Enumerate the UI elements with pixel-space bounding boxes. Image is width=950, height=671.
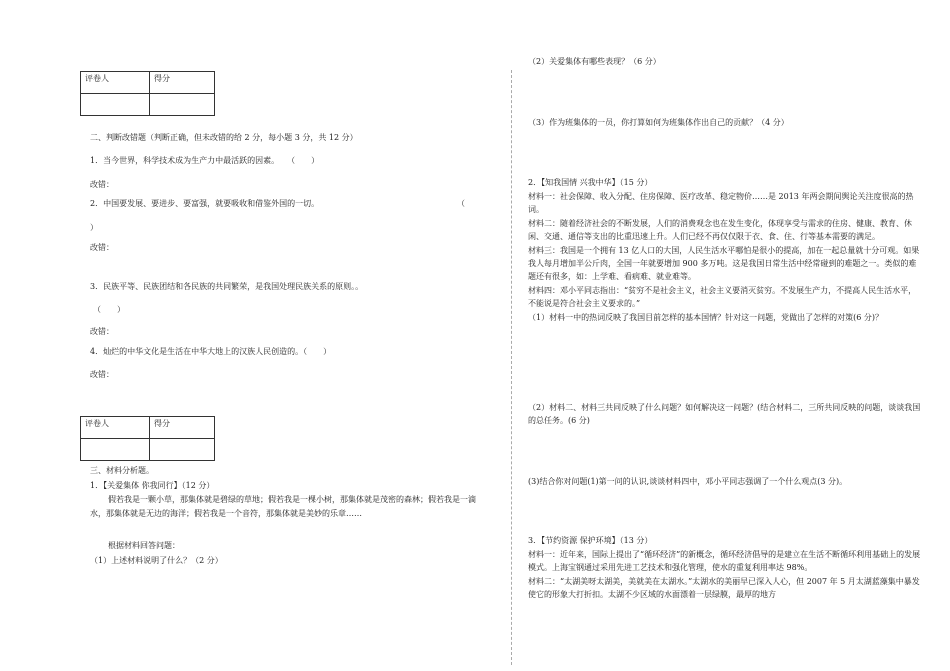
material-1-question-3: （3）作为班集体的一员，你打算如何为班集体作出自己的贡献？（4 分） [528, 118, 789, 127]
question-4: 4．灿烂的中华文化是生活在中华大地上的汉族人民创造的。（ ） [90, 347, 332, 356]
material-3-text: 材料一：近年来，国际上提出了“循环经济”的新概念，循环经济倡导的是建立在生活不断循环利用基础上的发展模式。上海宝钢通过采用先进工艺技术和强化管理，使水的重复利用率达 98%。 材料二：“太湖美呀太湖美，美就美在太湖水。”太湖水的美丽早已深入人心，但 2007 年 5 月太湖蓝藻集中暴发使它的形象大打折扣。太湖不少区域的水面漂着一层绿膜，最厚的地方 [528, 550, 921, 600]
score-table [80, 71, 215, 116]
material-2-text: 材料一：社会保障、收入分配、住房保障、医疗改革、稳定物价……是 2013 年两会期间舆论关注度很高的热词。 材料二：随着经济社会的不断发展，人们的消费观念也在发生变化，体现享受与需求的住房、健康、教育、休闲、交通、通信等支出的比重迅速上升。人们已经不再仅仅限于衣、食、住、行等基本需要的满足。 材料三：我国是一个拥有 13 亿人口的大国，人民生活水平哪怕是很小的提高，加在一起总量就十分可观。如果我人每月增加半公斤肉，全国一年就要增加 900 多万吨。这是我国日常生活中经常碰到的难题之一。类似的难题还有很多，如：上学难、看病难、就业难等。 材料四：邓小平同志指出：“贫穷不是社会主义，社会主义要消灭贫穷。不发展生产力，不提高人民生活水平，不能说是符合社会主义要求的。” （1）材料一中的热词反映了我国目前怎样的基本国情？针对这一问题，党做出了怎样的对策(6 分)？ [528, 192, 920, 322]
question-3: 3．民族平等、民族团结和各民族的共同繁荣，是我国处理民族关系的原则。。 [90, 282, 364, 291]
section3-title: 三、材料分析题。 [90, 466, 154, 475]
answer-prompt: 根据材料回答问题： [108, 541, 180, 550]
correction-4: 改错： [90, 370, 114, 379]
score-header: 得分 [150, 72, 215, 94]
question-1: 1．当今世界，科学技术成为生产力中最活跃的因素。 （ ） [90, 156, 320, 165]
grader-cell[interactable] [81, 94, 150, 116]
score-header: 得分 [150, 417, 215, 439]
grader-header: 评卷人 [81, 72, 150, 94]
question-3-paren: （ ） [93, 305, 125, 314]
column-divider [511, 70, 512, 665]
material-2-question-2: （2）材料二、材料三共同反映了什么问题？如何解决这一问题？(结合材料二，三所共同反映的问题，谈谈我国的总任务。(6 分) [528, 403, 921, 426]
material-1-question-1: （1）上述材料说明了什么？（2 分） [90, 556, 223, 565]
correction-2: 改错： [90, 243, 114, 252]
question-2-paren-open: （ [457, 199, 465, 208]
score-cell[interactable] [150, 439, 215, 461]
score-cell[interactable] [150, 94, 215, 116]
question-2-paren-close: ） [90, 223, 98, 232]
material-3-title: 3．【节约资源 保护环境】（13 分） [528, 536, 653, 545]
material-1-question-2: （2）关爱集体有哪些表现？（6 分） [528, 57, 661, 66]
grader-header: 评卷人 [81, 417, 150, 439]
material-2-question-3: (3)结合你对问题(1)第一问的认识,谈谈材料四中，邓小平同志强调了一个什么观点(3 分)。 [528, 477, 848, 486]
question-2: 2．中国要发展、要进步、要富强，就要吸收和借鉴外国的一切。 [90, 199, 320, 208]
score-table [80, 416, 215, 461]
material-1-text: 假若我是一颗小草，那集体就是碧绿的草地；假若我是一棵小树，那集体就是茂密的森林；假若我是一滴水，那集体就是无边的海洋；假若我是一个音符，那集体就是美妙的乐章…… [90, 495, 476, 518]
material-2-title: 2．【知我国情 兴我中华】（15 分） [528, 178, 653, 187]
correction-1: 改错： [90, 180, 114, 189]
section2-title: 二、判断改错题（判断正确，但未改错的给 2 分，每小题 3 分，共 12 分） [90, 133, 358, 142]
grader-cell[interactable] [81, 439, 150, 461]
correction-3: 改错： [90, 327, 114, 336]
material-1-title: 1．【关爱集体 你我同行】（12 分） [90, 481, 215, 490]
